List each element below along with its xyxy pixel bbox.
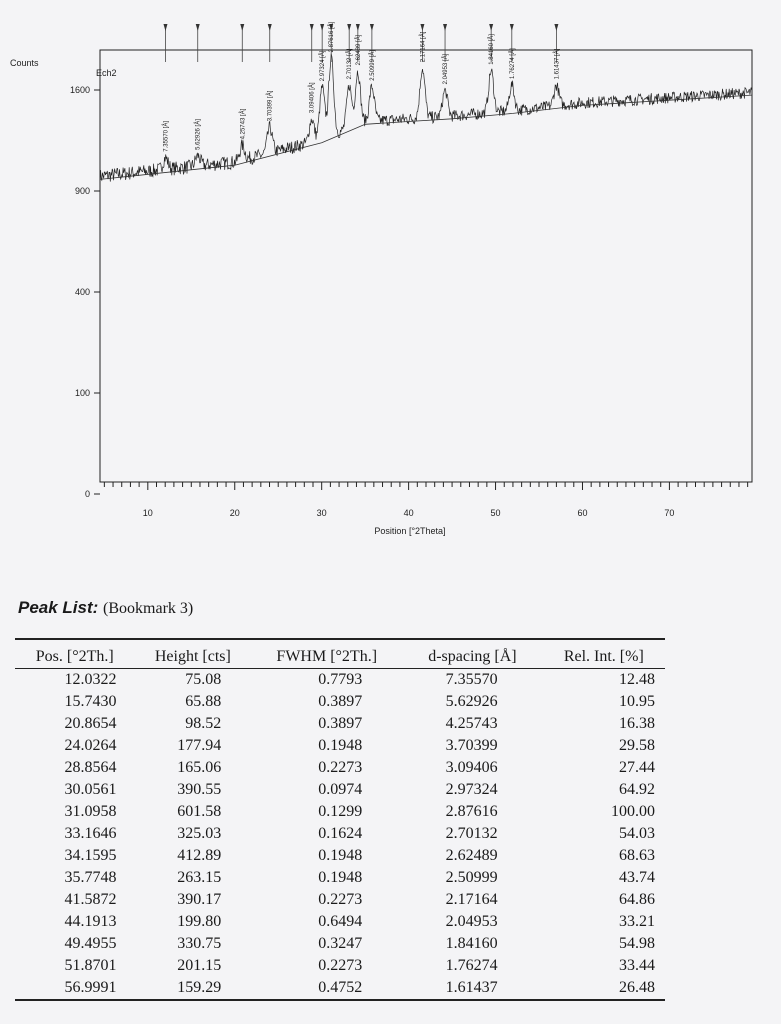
peak-d-label: 2.87616 [Å] xyxy=(329,21,336,53)
col-header-position: Pos. [°2Th.] xyxy=(15,639,134,669)
y-tick-label: 400 xyxy=(74,287,90,297)
table-row xyxy=(15,889,665,911)
cell-height: 75.08 xyxy=(185,671,222,688)
cell-fwhm: 0.4752 xyxy=(318,979,363,996)
cell-height: 98.52 xyxy=(185,715,222,732)
cell-d-spacing: 2.87616 xyxy=(445,803,498,820)
cell-fwhm: 0.1948 xyxy=(318,869,363,886)
cell-position: 49.4955 xyxy=(64,935,117,952)
cell-d-spacing: 2.50999 xyxy=(445,869,498,886)
cell-position: 15.7430 xyxy=(64,693,117,710)
peak-marker-arrow xyxy=(268,24,272,31)
y-tick-label: 0 xyxy=(84,489,90,499)
peak-d-label: 2.70132 [Å] xyxy=(347,48,354,80)
cell-rel-int: 68.63 xyxy=(619,847,655,864)
cell-position: 34.1595 xyxy=(64,847,117,864)
peak-list-subtitle: (Bookmark 3) xyxy=(103,600,194,617)
cell-position: 56.9991 xyxy=(64,979,117,996)
cell-rel-int: 16.38 xyxy=(619,715,655,732)
peak-marker-arrow xyxy=(489,24,493,31)
cell-rel-int: 100.00 xyxy=(611,803,655,820)
cell-height: 65.88 xyxy=(185,693,222,710)
cell-height: 330.75 xyxy=(177,935,222,952)
cell-height: 159.29 xyxy=(177,979,222,996)
peak-marker-arrow xyxy=(240,24,244,31)
peak-marker-arrow xyxy=(163,24,167,31)
x-tick-label: 70 xyxy=(664,508,675,518)
cell-position: 20.8654 xyxy=(64,715,117,732)
cell-rel-int: 26.48 xyxy=(619,979,655,996)
cell-d-spacing: 3.70399 xyxy=(445,737,498,754)
cell-height: 165.06 xyxy=(177,759,222,776)
peak-d-label: 5.62926 [Å] xyxy=(195,119,202,150)
cell-fwhm: 0.2273 xyxy=(318,891,363,908)
table-header-row xyxy=(15,639,665,669)
peak-d-label: 4.25743 [Å] xyxy=(240,108,247,140)
cell-fwhm: 0.1299 xyxy=(318,803,363,820)
y-axis-label: Counts xyxy=(10,58,39,68)
col-header-d-spacing: d-spacing [Å] xyxy=(402,639,542,669)
col-header-rel-int: Rel. Int. [%] xyxy=(543,639,665,669)
cell-fwhm: 0.3897 xyxy=(318,693,363,710)
cell-rel-int: 54.98 xyxy=(619,935,655,952)
peak-list-heading xyxy=(18,598,193,618)
cell-d-spacing: 2.04953 xyxy=(445,913,498,930)
peak-d-label: 2.17164 [Å] xyxy=(420,31,427,63)
cell-position: 28.8564 xyxy=(64,759,117,776)
peak-d-label: 2.97324 [Å] xyxy=(320,50,327,82)
cell-d-spacing: 2.70132 xyxy=(445,825,498,842)
cell-d-spacing: 1.76274 xyxy=(445,957,498,974)
cell-d-spacing: 2.62489 xyxy=(445,847,498,864)
cell-d-spacing: 1.84160 xyxy=(445,935,498,952)
cell-d-spacing: 7.35570 xyxy=(445,671,498,688)
cell-height: 601.58 xyxy=(177,803,222,820)
cell-rel-int: 33.44 xyxy=(619,957,655,974)
cell-position: 30.0561 xyxy=(64,781,117,798)
cell-fwhm: 0.1948 xyxy=(318,737,363,754)
cell-height: 199.80 xyxy=(177,913,222,930)
cell-fwhm: 0.7793 xyxy=(318,671,363,688)
table-row xyxy=(15,691,665,713)
cell-fwhm: 0.0974 xyxy=(318,781,363,798)
cell-rel-int: 64.92 xyxy=(619,781,655,798)
peak-d-label: 2.62489 [Å] xyxy=(355,34,362,66)
cell-fwhm: 0.1948 xyxy=(318,847,363,864)
peak-d-label: 1.76274 [Å] xyxy=(509,48,516,79)
peak-d-label: 1.84160 [Å] xyxy=(489,34,496,65)
peak-marker-arrow xyxy=(196,24,200,31)
y-tick-label: 1600 xyxy=(69,85,90,95)
cell-fwhm: 0.2273 xyxy=(318,957,363,974)
cell-fwhm: 0.6494 xyxy=(318,913,363,930)
table-row xyxy=(15,911,665,933)
cell-d-spacing: 2.17164 xyxy=(445,891,498,908)
peak-marker-arrow xyxy=(554,24,558,31)
x-tick-label: 20 xyxy=(229,508,240,518)
plot-frame xyxy=(100,50,752,482)
x-tick-label: 60 xyxy=(577,508,588,518)
cell-d-spacing: 5.62926 xyxy=(445,693,498,710)
peak-d-label: 1.61437 [Å] xyxy=(554,48,561,80)
peak-list-title: Peak List: xyxy=(18,598,99,617)
x-tick-label: 30 xyxy=(316,508,327,518)
table-row xyxy=(15,735,665,757)
cell-height: 177.94 xyxy=(177,737,222,754)
peak-list-table-wrap xyxy=(15,638,665,1001)
cell-fwhm: 0.3247 xyxy=(318,935,363,952)
cell-fwhm: 0.3897 xyxy=(318,715,363,732)
cell-height: 325.03 xyxy=(177,825,222,842)
y-tick-label: 100 xyxy=(74,388,90,398)
table-row xyxy=(15,823,665,845)
peak-d-label: 2.50999 [Å] xyxy=(369,49,376,81)
table-row xyxy=(15,713,665,735)
cell-height: 263.15 xyxy=(177,869,222,886)
cell-rel-int: 54.03 xyxy=(619,825,655,842)
cell-rel-int: 33.21 xyxy=(619,913,655,930)
x-tick-label: 10 xyxy=(142,508,153,518)
y-tick-label: 900 xyxy=(74,186,90,196)
cell-rel-int: 12.48 xyxy=(619,671,655,688)
peak-d-label: 2.04953 [Å] xyxy=(443,53,450,85)
col-header-height: Height [cts] xyxy=(134,639,251,669)
cell-height: 390.17 xyxy=(177,891,222,908)
peak-marker-arrow xyxy=(510,24,514,31)
cell-height: 390.55 xyxy=(177,781,222,798)
measured-pattern-line xyxy=(100,54,752,184)
cell-position: 41.5872 xyxy=(64,891,117,908)
series-label: Ech2 xyxy=(96,68,117,78)
cell-rel-int: 29.58 xyxy=(619,737,655,754)
cell-position: 51.8701 xyxy=(64,957,117,974)
peak-marker-arrow xyxy=(443,24,447,31)
cell-height: 412.89 xyxy=(177,847,222,864)
table-row xyxy=(15,779,665,801)
cell-rel-int: 27.44 xyxy=(619,759,655,776)
cell-position: 24.0264 xyxy=(64,737,117,754)
cell-position: 31.0958 xyxy=(64,803,117,820)
peak-marker-arrow xyxy=(320,24,324,31)
cell-position: 35.7748 xyxy=(64,869,117,886)
cell-fwhm: 0.1624 xyxy=(318,825,363,842)
chart-layer xyxy=(70,21,752,518)
cell-d-spacing: 2.97324 xyxy=(445,781,498,798)
peak-marker-arrow xyxy=(420,24,424,31)
table-row xyxy=(15,669,665,692)
peak-marker-arrow xyxy=(356,24,360,31)
table-row xyxy=(15,757,665,779)
peak-d-label: 7.35570 [Å] xyxy=(163,120,170,152)
cell-rel-int: 43.74 xyxy=(619,869,655,886)
cell-fwhm: 0.2273 xyxy=(318,759,363,776)
cell-d-spacing: 3.09406 xyxy=(445,759,498,776)
table-row xyxy=(15,845,665,867)
cell-d-spacing: 4.25743 xyxy=(445,715,498,732)
table-row xyxy=(15,977,665,1000)
cell-position: 12.0322 xyxy=(64,671,117,688)
table-row xyxy=(15,801,665,823)
peak-d-label: 3.09406 [Å] xyxy=(309,82,316,114)
peak-marker-arrow xyxy=(310,24,314,31)
cell-position: 44.1913 xyxy=(64,913,117,930)
cell-position: 33.1646 xyxy=(64,825,117,842)
col-header-fwhm: FWHM [°2Th.] xyxy=(251,639,402,669)
cell-height: 201.15 xyxy=(177,957,222,974)
x-tick-label: 40 xyxy=(403,508,414,518)
peak-marker-arrow xyxy=(347,24,351,31)
peak-d-label: 3.70399 [Å] xyxy=(267,90,274,122)
cell-rel-int: 10.95 xyxy=(619,693,655,710)
table-row xyxy=(15,867,665,889)
peak-list-table xyxy=(15,638,665,1001)
peak-marker-arrow xyxy=(370,24,374,31)
table-row xyxy=(15,955,665,977)
table-row xyxy=(15,933,665,955)
cell-d-spacing: 1.61437 xyxy=(445,979,498,996)
x-tick-label: 50 xyxy=(490,508,501,518)
cell-rel-int: 64.86 xyxy=(619,891,655,908)
x-axis-label: Position [°2Theta] xyxy=(374,526,446,536)
